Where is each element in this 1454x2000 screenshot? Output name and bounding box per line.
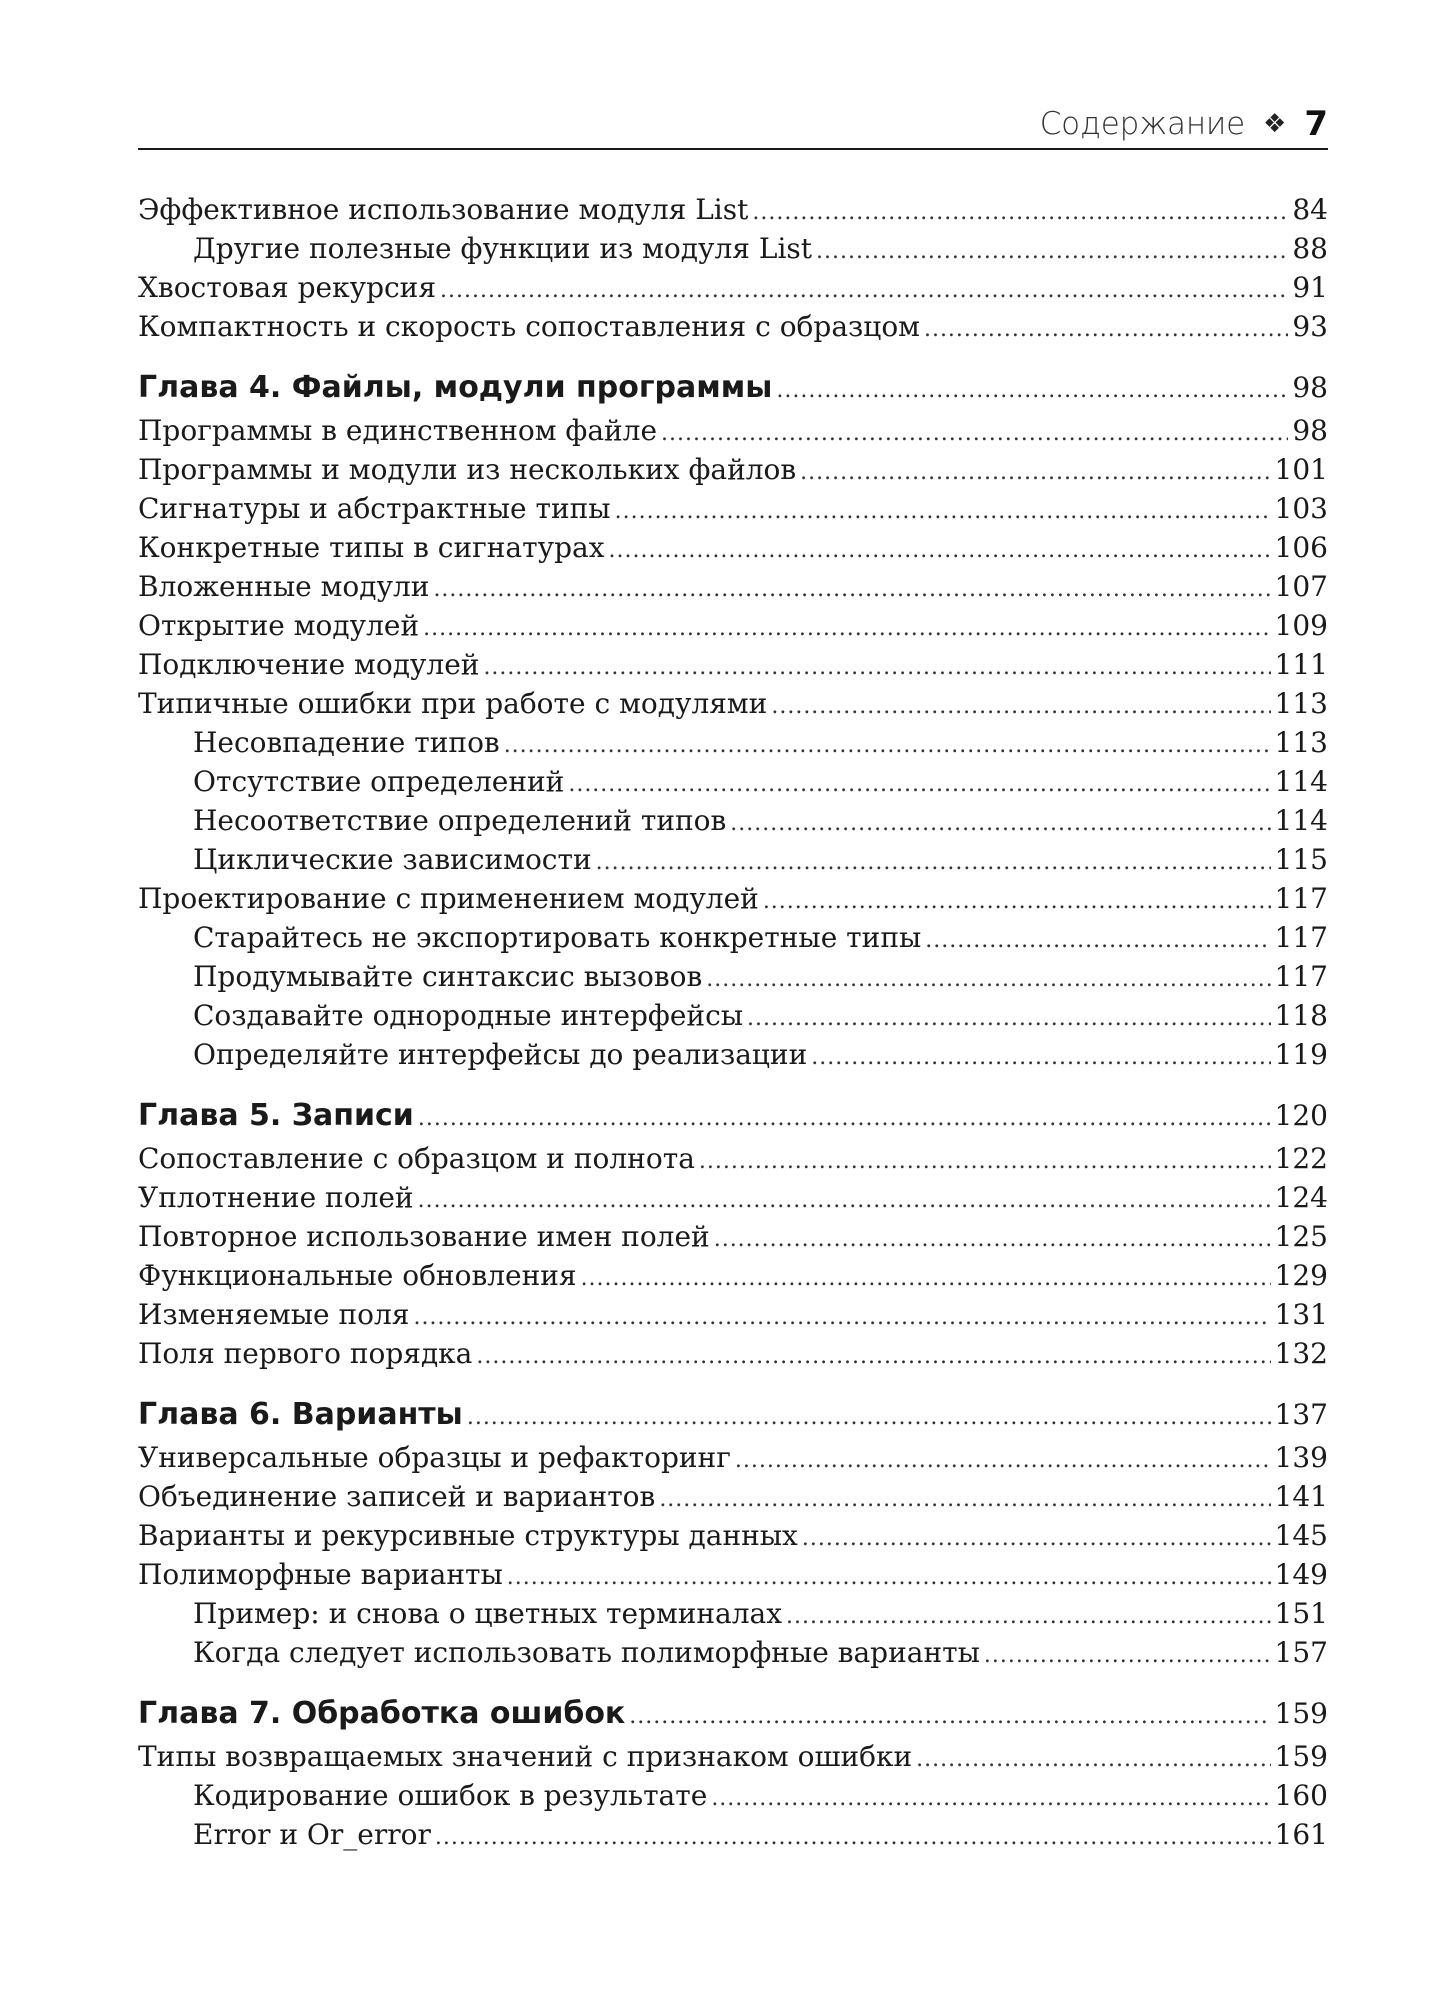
toc-entry-page: 114 bbox=[1274, 804, 1328, 837]
dot-leader bbox=[629, 1694, 1270, 1740]
toc-entry-title: Сопоставление с образцом и полнота bbox=[138, 1142, 695, 1175]
toc-entry bbox=[138, 1776, 1328, 1815]
toc-entry-page: 101 bbox=[1274, 453, 1328, 486]
toc-entry-title: Хвостовая рекурсия bbox=[138, 271, 437, 304]
toc-entry bbox=[138, 190, 1328, 229]
toc-entry-title: Определяйте интерфейсы до реализации bbox=[193, 1038, 808, 1071]
dot-leader bbox=[776, 368, 1288, 414]
dot-leader bbox=[483, 648, 1270, 687]
ornament-icon: ❖ bbox=[1263, 109, 1287, 139]
toc-entry bbox=[138, 801, 1328, 840]
toc-entry-page: 84 bbox=[1292, 193, 1328, 226]
toc-entry-page: 109 bbox=[1274, 609, 1328, 642]
toc-entry bbox=[138, 957, 1328, 996]
toc-entry bbox=[138, 1555, 1328, 1594]
dot-leader bbox=[423, 609, 1270, 648]
toc-entry-page: 114 bbox=[1274, 765, 1328, 798]
toc-chapter-entry bbox=[138, 1093, 1328, 1139]
toc-entry-page: 159 bbox=[1274, 1697, 1328, 1730]
toc-entry-page: 131 bbox=[1274, 1298, 1328, 1331]
toc-entry-page: 120 bbox=[1274, 1099, 1328, 1132]
toc-entry bbox=[138, 1217, 1328, 1256]
dot-leader bbox=[467, 1395, 1271, 1441]
toc-entry-title: Глава 4. Файлы, модули программы bbox=[138, 370, 773, 405]
toc-entry-title: Повторное использование имен полей bbox=[138, 1220, 710, 1253]
dot-leader bbox=[984, 1636, 1271, 1675]
toc-entry bbox=[138, 1815, 1328, 1854]
toc-entry-page: 93 bbox=[1292, 310, 1328, 343]
toc-entry-title: Глава 7. Обработка ошибок bbox=[138, 1696, 626, 1731]
toc-entry-page: 125 bbox=[1274, 1220, 1328, 1253]
toc-entry-page: 117 bbox=[1274, 921, 1328, 954]
toc-entry-page: 161 bbox=[1274, 1818, 1328, 1851]
toc-entry-title: Поля первого порядка bbox=[138, 1337, 473, 1370]
toc-entry-title: Error и Or_error bbox=[193, 1818, 431, 1851]
toc-entry-page: 137 bbox=[1274, 1398, 1328, 1431]
toc-entry bbox=[138, 879, 1328, 918]
toc-entry-title: Когда следует использовать полиморфные варианты bbox=[193, 1636, 980, 1669]
dot-leader bbox=[418, 1096, 1271, 1142]
dot-leader bbox=[711, 1779, 1270, 1818]
toc-entry-page: 122 bbox=[1274, 1142, 1328, 1175]
dot-leader bbox=[699, 1142, 1271, 1181]
toc-entry-page: 111 bbox=[1274, 648, 1328, 681]
dot-leader bbox=[568, 765, 1270, 804]
toc-entry-page: 159 bbox=[1274, 1740, 1328, 1773]
toc-entry bbox=[138, 1295, 1328, 1334]
toc-entry-page: 119 bbox=[1274, 1038, 1328, 1071]
dot-leader bbox=[925, 921, 1270, 960]
dot-leader bbox=[418, 1181, 1271, 1220]
dot-leader bbox=[659, 1480, 1270, 1519]
dot-leader bbox=[435, 1818, 1271, 1857]
toc-entry-page: 107 bbox=[1274, 570, 1328, 603]
toc-entry-title: Пример: и снова о цветных терминалах bbox=[193, 1597, 783, 1630]
toc-entry-title: Глава 6. Варианты bbox=[138, 1397, 463, 1432]
toc-entry-title: Программы в единственном файле bbox=[138, 414, 658, 447]
toc-entry-title: Функциональные обновления bbox=[138, 1259, 577, 1292]
toc-entry-title: Универсальные образцы и рефакторинг bbox=[138, 1441, 731, 1474]
toc-entry bbox=[138, 1737, 1328, 1776]
toc-entry-page: 160 bbox=[1274, 1779, 1328, 1812]
toc-entry bbox=[138, 1477, 1328, 1516]
toc-entry bbox=[138, 528, 1328, 567]
toc-entry-title: Типичные ошибки при работе с модулями bbox=[138, 687, 768, 720]
toc-chapter-entry bbox=[138, 1392, 1328, 1438]
toc-entry-title: Кодирование ошибок в результате bbox=[193, 1779, 708, 1812]
toc-entry-title: Старайтесь не экспортировать конкретные типы bbox=[193, 921, 922, 954]
toc-entry bbox=[138, 1334, 1328, 1373]
toc-entry-title: Программы и модули из нескольких файлов bbox=[138, 453, 797, 486]
toc-entry-page: 141 bbox=[1274, 1480, 1328, 1513]
toc-entry-page: 98 bbox=[1292, 371, 1328, 404]
toc-entry bbox=[138, 268, 1328, 307]
toc-entry bbox=[138, 918, 1328, 957]
toc-entry bbox=[138, 307, 1328, 346]
toc-entry-title: Подключение модулей bbox=[138, 648, 480, 681]
dot-leader bbox=[714, 1220, 1271, 1259]
toc-entry-title: Типы возвращаемых значений с признаком ошибки bbox=[138, 1740, 913, 1773]
toc-entry-page: 113 bbox=[1274, 687, 1328, 720]
dot-leader bbox=[800, 453, 1270, 492]
dot-leader bbox=[763, 882, 1271, 921]
dot-leader bbox=[476, 1337, 1270, 1376]
toc-entry bbox=[138, 840, 1328, 879]
toc-entry bbox=[138, 1438, 1328, 1477]
dot-leader bbox=[811, 1038, 1270, 1077]
toc-entry-page: 117 bbox=[1274, 960, 1328, 993]
toc-entry-page: 149 bbox=[1274, 1558, 1328, 1591]
toc-entry-title: Отсутствие определений bbox=[193, 765, 565, 798]
toc-entry-title: Варианты и рекурсивные структуры данных bbox=[138, 1519, 798, 1552]
toc-entry-page: 157 bbox=[1274, 1636, 1328, 1669]
toc-entry-page: 118 bbox=[1274, 999, 1328, 1032]
dot-leader bbox=[786, 1597, 1271, 1636]
toc-entry bbox=[138, 411, 1328, 450]
toc-entry-title: Уплотнение полей bbox=[138, 1181, 414, 1214]
dot-leader bbox=[771, 687, 1270, 726]
toc-entry-title: Полиморфные варианты bbox=[138, 1558, 503, 1591]
dot-leader bbox=[504, 726, 1271, 765]
toc-entry bbox=[138, 1178, 1328, 1217]
toc-entry-title: Продумывайте синтаксис вызовов bbox=[193, 960, 703, 993]
toc-entry bbox=[138, 645, 1328, 684]
dot-leader bbox=[730, 804, 1270, 843]
toc-entry-title: Циклические зависимости bbox=[193, 843, 592, 876]
toc-entry-title: Глава 5. Записи bbox=[138, 1098, 414, 1133]
toc-entry-page: 151 bbox=[1274, 1597, 1328, 1630]
toc-entry-page: 88 bbox=[1292, 232, 1328, 265]
toc-chapter-entry bbox=[138, 365, 1328, 411]
toc-entry-page: 113 bbox=[1274, 726, 1328, 759]
toc-entry bbox=[138, 450, 1328, 489]
toc-entry bbox=[138, 1139, 1328, 1178]
toc-entry-title: Объединение записей и вариантов bbox=[138, 1480, 656, 1513]
toc-entry-page: 124 bbox=[1274, 1181, 1328, 1214]
dot-leader bbox=[596, 843, 1271, 882]
toc-entry bbox=[138, 684, 1328, 723]
dot-leader bbox=[752, 193, 1288, 232]
toc-entry-title: Создавайте однородные интерфейсы bbox=[193, 999, 744, 1032]
toc-entry-title: Сигнатуры и абстрактные типы bbox=[138, 492, 611, 525]
dot-leader bbox=[802, 1519, 1271, 1558]
toc-entry bbox=[138, 567, 1328, 606]
dot-leader bbox=[433, 570, 1270, 609]
toc-entry-page: 115 bbox=[1274, 843, 1328, 876]
dot-leader bbox=[615, 492, 1271, 531]
toc-entry-title: Другие полезные функции из модуля List bbox=[193, 232, 813, 265]
toc-entry bbox=[138, 1256, 1328, 1295]
toc-entry-page: 103 bbox=[1274, 492, 1328, 525]
page-number: 7 bbox=[1304, 104, 1328, 144]
dot-leader bbox=[706, 960, 1270, 999]
toc-entry-page: 129 bbox=[1274, 1259, 1328, 1292]
dot-leader bbox=[581, 1259, 1271, 1298]
toc-entry bbox=[138, 606, 1328, 645]
toc-entry bbox=[138, 996, 1328, 1035]
dot-leader bbox=[816, 232, 1288, 271]
toc-entry-page: 145 bbox=[1274, 1519, 1328, 1552]
dot-leader bbox=[609, 531, 1271, 570]
toc-entry-page: 132 bbox=[1274, 1337, 1328, 1370]
toc-entry-title: Конкретные типы в сигнатурах bbox=[138, 531, 605, 564]
dot-leader bbox=[747, 999, 1271, 1038]
toc-chapter-entry bbox=[138, 1691, 1328, 1737]
toc-entry bbox=[138, 489, 1328, 528]
toc-entry-title: Несовпадение типов bbox=[193, 726, 500, 759]
toc-entry bbox=[138, 762, 1328, 801]
toc-entry-title: Эффективное использование модуля List bbox=[138, 193, 749, 226]
toc-entry-page: 98 bbox=[1292, 414, 1328, 447]
toc-entry bbox=[138, 1594, 1328, 1633]
toc-entry-page: 91 bbox=[1292, 271, 1328, 304]
toc-entry-title: Компактность и скорость сопоставления с образцом bbox=[138, 310, 920, 343]
running-header bbox=[138, 100, 1328, 150]
toc-entry bbox=[138, 723, 1328, 762]
running-header-title: Содержание bbox=[1039, 106, 1246, 142]
dot-leader bbox=[413, 1298, 1270, 1337]
toc-entry-title: Вложенные модули bbox=[138, 570, 430, 603]
toc-entry bbox=[138, 1516, 1328, 1555]
toc-entry-page: 139 bbox=[1274, 1441, 1328, 1474]
toc-entry bbox=[138, 1633, 1328, 1672]
dot-leader bbox=[924, 310, 1288, 349]
dot-leader bbox=[916, 1740, 1270, 1779]
dot-leader bbox=[440, 271, 1288, 310]
table-of-contents bbox=[138, 190, 1328, 1854]
toc-entry-title: Изменяемые поля bbox=[138, 1298, 410, 1331]
dot-leader bbox=[661, 414, 1288, 453]
toc-entry-title: Открытие модулей bbox=[138, 609, 420, 642]
toc-entry-title: Проектирование с применением модулей bbox=[138, 882, 759, 915]
dot-leader bbox=[507, 1558, 1271, 1597]
toc-entry-title: Несоответствие определений типов bbox=[193, 804, 727, 837]
toc-entry-page: 106 bbox=[1274, 531, 1328, 564]
toc-entry-page: 117 bbox=[1274, 882, 1328, 915]
toc-entry bbox=[138, 1035, 1328, 1074]
dot-leader bbox=[735, 1441, 1271, 1480]
toc-entry bbox=[138, 229, 1328, 268]
